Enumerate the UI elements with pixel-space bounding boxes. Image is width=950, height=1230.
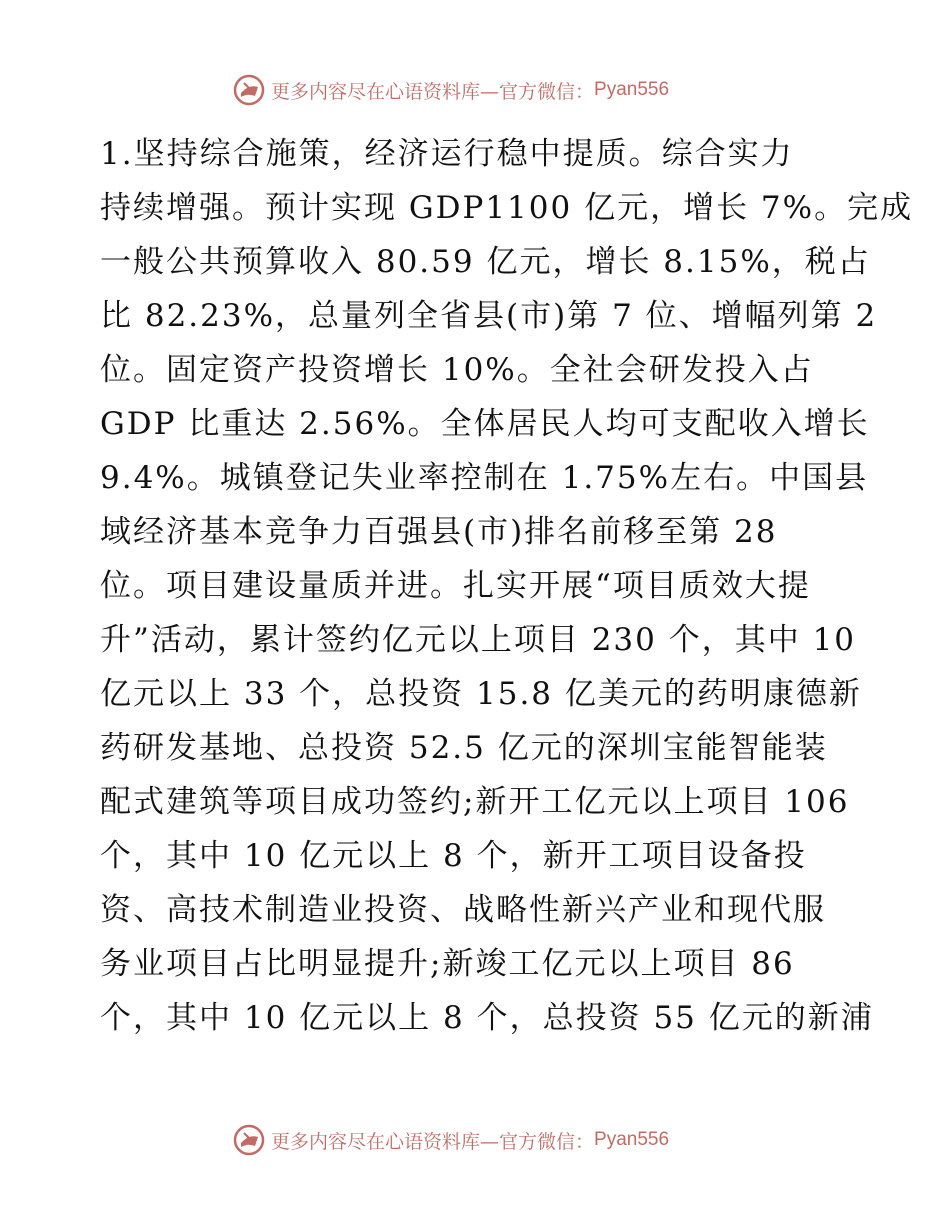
- text-line: 9.4%。城镇登记失业率控制在 1.75%左右。中国县: [100, 460, 869, 496]
- text-line: 域经济基本竞争力百强县(市)排名前移至第 28: [100, 514, 778, 550]
- footer-banner: [233, 1122, 669, 1158]
- text-line: 1.坚持综合施策，经济运行稳中提质。综合实力: [100, 136, 794, 172]
- text-line: 位。固定资产投资增长 10%。全社会研发投入占: [100, 352, 814, 388]
- banner-text: 更多内容尽在心语资料库—官方微信：: [271, 80, 595, 103]
- book-logo-icon: [233, 74, 265, 106]
- document-body: [100, 127, 914, 1045]
- header-banner: [233, 72, 669, 108]
- book-logo-icon: [233, 1124, 265, 1156]
- text-line: 亿元以上 33 个，总投资 15.8 亿美元的药明康德新: [100, 676, 862, 712]
- text-line: 一般公共预算收入 80.59 亿元，增长 8.15%，税占: [100, 244, 871, 280]
- text-line: 持续增强。预计实现 GDP1100 亿元，增长 7%。完成: [100, 190, 914, 226]
- text-line: 个，其中 10 亿元以上 8 个，总投资 55 亿元的新浦: [100, 1000, 874, 1036]
- banner-text: 更多内容尽在心语资料库—官方微信：: [271, 1130, 595, 1153]
- text-line: 个，其中 10 亿元以上 8 个，新开工项目设备投: [100, 838, 807, 874]
- banner-wechat-id: Pyan556: [594, 79, 670, 100]
- text-line: 资、高技术制造业投资、战略性新兴产业和现代服: [100, 892, 826, 928]
- text-line: 配式建筑等项目成功签约;新开工亿元以上项目 106: [100, 784, 850, 820]
- banner-wechat-id: Pyan556: [594, 1129, 670, 1150]
- text-line: 药研发基地、总投资 52.5 亿元的深圳宝能智能装: [100, 730, 828, 766]
- text-line: 比 82.23%，总量列全省县(市)第 7 位、增幅列第 2: [100, 298, 878, 334]
- text-line: 位。项目建设量质并进。扎实开展“项目质效大提: [100, 568, 811, 604]
- text-line: 升”活动，累计签约亿元以上项目 230 个，其中 10: [100, 622, 857, 658]
- text-line: 务业项目占比明显提升;新竣工亿元以上项目 86: [100, 946, 795, 982]
- text-line: GDP 比重达 2.56%。全体居民人均可支配收入增长: [100, 406, 870, 442]
